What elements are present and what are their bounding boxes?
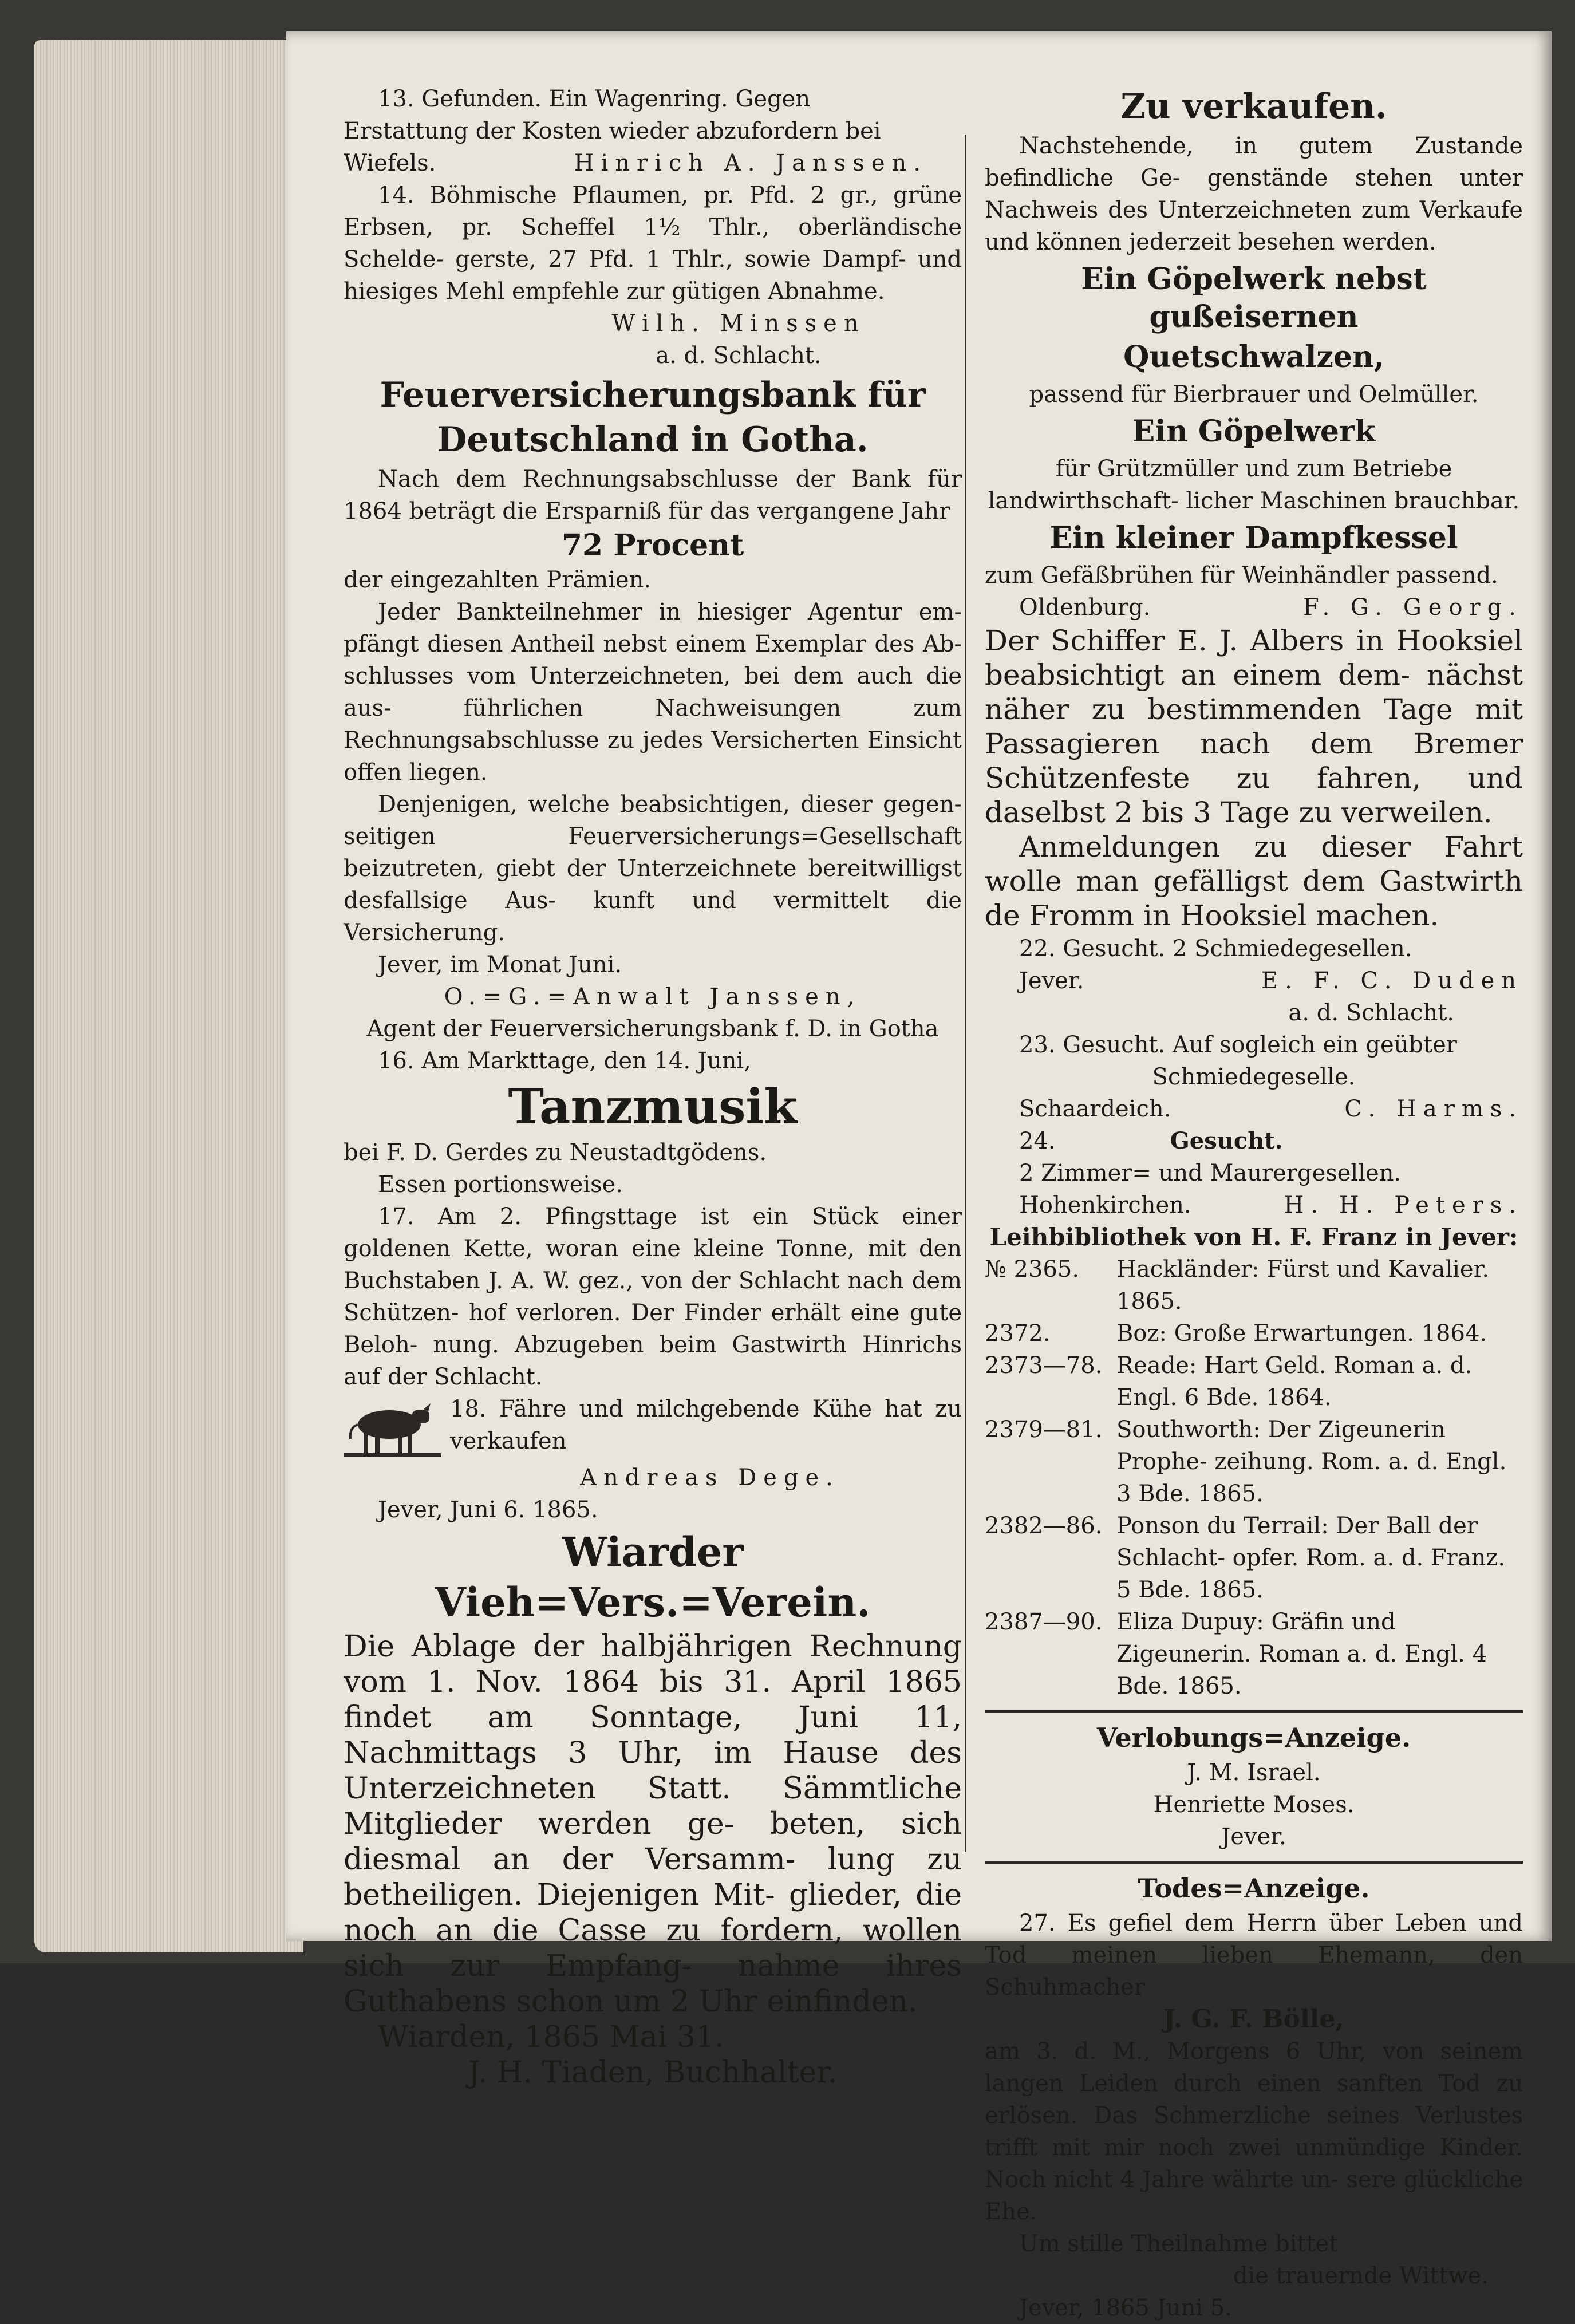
right-column: [985, 83, 1523, 2321]
ad-24-sign-row: [985, 1189, 1523, 1221]
ad-23-line1: 23. Gesucht. Auf sogleich ein geübter: [1019, 1032, 1457, 1058]
ad-13-signer: Hinrich A. Janssen.: [574, 150, 927, 176]
ad-16-line1: 16. Am Markttage, den 14. Juni,: [378, 1048, 751, 1074]
ad-20-title: Zu verkaufen.: [1120, 86, 1387, 127]
death-name: J. G. F. Bölle,: [1163, 2005, 1344, 2034]
ad-20-place: Oldenburg.: [1019, 594, 1151, 621]
death-text2: am 3. d. M., Morgens 6 Uhr, von seinem langen Leiden durch einen sanften Tod zu erlösen. Das Schmerzliche seines Verlustes trifft mit mir noch zwei unmündige Kinder. Noch nicht 4 Jahre währte un- sere glückliche Ehe.: [985, 2038, 1523, 2225]
engagement-place: Jever.: [1221, 1824, 1286, 1850]
ad-15-percent: 72 Procent: [561, 528, 744, 563]
ad-20-signer: F. G. Georg.: [1302, 594, 1523, 621]
ad-21: [985, 624, 1523, 933]
cow-icon: [344, 1393, 441, 1462]
column-divider: [965, 135, 966, 1852]
library-row: [985, 1414, 1523, 1510]
ad-19-title1: Wiarder: [562, 1528, 744, 1576]
ad-17-text: 17. Am 2. Pfingsttage ist ein Stück einer goldenen Kette, woran eine kleine Tonne, mit den Buchstaben J. A. W. gez., von der Schlacht nach dem Schützen- hof verloren. Der Finder erhält eine gute Beloh- nung. Abzugeben beim Gastwirth Hinrichs auf der Schlacht.: [344, 1204, 962, 1390]
ad-23: [985, 1029, 1523, 1125]
ad-15-signer: O.=G.=Anwalt Janssen,: [444, 984, 862, 1010]
section-rule: [985, 1861, 1523, 1864]
section-rule: [985, 1710, 1523, 1713]
library-row: [985, 1350, 1523, 1414]
ad-14-text: 14. Böhmische Pflaumen, pr. Pfd. 2 gr., grüne Erbsen, pr. Scheffel 1½ Thlr., oberländische Schelde- gerste, 27 Pfd. 1 Thlr., sowie Dampf- und hiesiges Mehl empfehle zur gütigen Abnahme.: [344, 182, 962, 305]
library-row-text: Hackländer: Fürst und Kavalier. 1865.: [1116, 1256, 1490, 1315]
library-row-text: Ponson du Terrail: Der Ball der Schlacht- opfer. Rom. a. d. Franz. 5 Bde. 1865.: [1116, 1513, 1506, 1603]
page-edges: [34, 40, 303, 1952]
ad-14-signer-sub: a. d. Schlacht.: [656, 342, 822, 369]
library-row: [985, 1606, 1523, 1702]
ad-16-line2: bei F. D. Gerdes zu Neustadtgödens.: [344, 1139, 767, 1166]
library-title: Leihbibliothek von H. F. Franz in Jever:: [989, 1223, 1518, 1251]
ad-19-body-wrap: [344, 1629, 962, 2090]
ad-13-line2: Erstattung der Kosten wieder abzufordern bei: [344, 118, 881, 144]
ad-15-para2: Denjenigen, welche beabsichtigen, dieser gegen- seitigen Feuerversicherungs=Gesellschaft beizutreten, giebt der Unterzeichnete bereitwilligst desfallsige Aus- kunft und vermittelt die Versicherung.: [344, 791, 962, 946]
ad-19: [344, 1528, 962, 2090]
ad-17: [344, 1201, 962, 1393]
ad-19-date: Wiarden, 1865 Mai 31.: [378, 2020, 724, 2054]
ad-22-line1: 22. Gesucht. 2 Schmiedegesellen.: [1019, 936, 1412, 962]
death-title: Todes=Anzeige.: [1138, 1873, 1370, 1904]
ad-15-after-percent: der eingezahlten Prämien.: [344, 567, 652, 593]
ad-16-title: Tanzmusik: [508, 1078, 798, 1135]
library-row-num: № 2365.: [985, 1256, 1080, 1283]
ad-14: [344, 179, 962, 372]
death-date: Jever, 1865 Juni 5.: [1019, 2295, 1232, 2321]
ad-18: [344, 1393, 962, 1526]
library-row-num: 2373—78.: [985, 1352, 1103, 1379]
ad-19-body: Die Ablage der halbjährigen Rechnung vom 1. Nov. 1864 bis 31. April 1865 findet am Sonntage, Juni 11, Nachmittags 3 Uhr, im Hause des Unterzeichneten Statt. Sämmtliche Mitglieder werden ge- beten, sich diesmal an der Versamm- lung zu betheiligen. Diejenigen Mit- glieder, die noch an die Casse zu fordern, wollen sich zur Empfang- nahme ihres Guthabens schon um 2 Uhr einfinden.: [344, 1629, 962, 2019]
ad-22-place: Jever.: [1019, 968, 1084, 994]
ad-16: [344, 1045, 962, 1201]
engagement-title: Verlobungs=Anzeige.: [1096, 1722, 1411, 1753]
left-column: [344, 83, 962, 2090]
ad-13: [344, 83, 962, 179]
ad-24-number: 24.: [1019, 1128, 1056, 1154]
ad-22-signer-sub: a. d. Schlacht.: [1288, 1000, 1454, 1026]
ad-19-signer: J. H. Tiaden, Buchhalter.: [468, 2055, 837, 2090]
ad-13-place: Wiefels.: [344, 150, 436, 176]
ad-23-signer: C. Harms.: [1344, 1096, 1523, 1122]
newspaper-page: [286, 31, 1552, 2321]
ad-13-line1: 13. Gefunden. Ein Wagenring. Gegen: [378, 86, 811, 112]
ad-20-intro: Nachstehende, in gutem Zustande befindliche Ge- genstände stehen unter Nachweis des Unterzeichneten zum Verkaufe und können jederzeit besehen werden.: [985, 133, 1523, 255]
engagement-notice: [985, 1721, 1523, 1853]
library-row: [985, 1317, 1523, 1350]
ad-13-sign-row: [344, 147, 962, 179]
library-row: [985, 1510, 1523, 1606]
death-text1: 27. Es gefiel dem Herrn über Leben und Tod meinen lieben Ehemann, den Schuhmacher: [985, 1910, 1523, 2001]
library-row-text: Eliza Dupuy: Gräfin und Zigeunerin. Roman a. d. Engl. 4 Bde. 1865.: [1116, 1609, 1487, 1699]
ad-21-body2: Anmeldungen zu dieser Fahrt wolle man gefälligst dem Gastwirth de Fromm in Hooksiel machen.: [985, 830, 1523, 932]
library-row-text: Southworth: Der Zigeunerin Prophe- zeihung. Rom. a. d. Engl. 3 Bde. 1865.: [1116, 1417, 1507, 1507]
library-row-text: Boz: Große Erwartungen. 1864.: [1116, 1320, 1487, 1347]
ad-15-date: Jever, im Monat Juni.: [378, 952, 622, 978]
ad-23-line2: Schmiedegeselle.: [1152, 1064, 1356, 1090]
death-notice: [985, 1872, 1523, 2324]
library-row: [985, 1253, 1523, 1317]
library-row-num: 2382—86.: [985, 1513, 1103, 1539]
death-signer: die trauernde Wittwe.: [1233, 2263, 1489, 2289]
ad-24-place: Hohenkirchen.: [1019, 1192, 1191, 1218]
ad-20-item3-title: Ein kleiner Dampfkessel: [1049, 520, 1458, 555]
library-row-num: 2387—90.: [985, 1609, 1103, 1635]
death-request: Um stille Theilnahme bittet: [1019, 2231, 1339, 2257]
library-row-text: Reade: Hart Geld. Roman a. d. Engl. 6 Bde. 1864.: [1116, 1352, 1473, 1411]
engagement-name2: Henriette Moses.: [1153, 1792, 1355, 1818]
ad-18-row: [344, 1393, 962, 1462]
ad-18-signer: Andreas Dege.: [580, 1465, 840, 1491]
ad-15-title1: Feuerversicherungsbank für: [380, 375, 926, 415]
engagement-name1: J. M. Israel.: [1187, 1759, 1321, 1786]
library-list: [985, 1221, 1523, 1702]
ad-23-place: Schaardeich.: [1019, 1096, 1171, 1122]
ad-15-para1: Jeder Bankteilnehmer in hiesiger Agentur em- pfängt diesen Antheil nebst einem Exemplar des Ab- schlusses vom Unterzeichneten, bei dem auch die aus- führlichen Nachweisungen zum Rechnungsabschlusse zu jedes Versicherten Einsicht offen liegen.: [344, 599, 962, 786]
ad-22-signer: E. F. C. Duden: [1261, 968, 1523, 994]
ad-22-sign-row: [985, 965, 1523, 997]
ad-20-sign-row: [985, 591, 1523, 624]
ad-24-line1: 2 Zimmer= und Maurergesellen.: [1019, 1160, 1402, 1186]
ad-14-signer: Wilh. Minssen: [611, 310, 866, 337]
ad-16-line3: Essen portionsweise.: [378, 1171, 623, 1198]
ad-24-title: Gesucht.: [1170, 1127, 1283, 1154]
ad-15: [344, 374, 962, 1045]
ad-15-title2: Deutschland in Gotha.: [437, 420, 869, 460]
library-row-num: 2372.: [985, 1320, 1051, 1347]
ad-20: [985, 85, 1523, 624]
ad-15-intro: Nach dem Rechnungsabschlusse der Bank für 1864 beträgt die Ersparniß für das vergangene Jahr: [344, 466, 962, 524]
library-row-num: 2379—81.: [985, 1417, 1103, 1443]
ad-22: [985, 933, 1523, 1029]
ad-20-item1-desc: passend für Bierbrauer und Oelmüller.: [1029, 381, 1479, 408]
ad-20-item1-title2: Quetschwalzen,: [1123, 340, 1384, 374]
ad-24-signer: H. H. Peters.: [1284, 1192, 1523, 1218]
ad-20-item2-desc: für Grützmüller und zum Betriebe landwirthschaft- licher Maschinen brauchbar.: [988, 456, 1520, 514]
ad-23-sign-row: [985, 1093, 1523, 1125]
ad-19-title2: Vieh=Vers.=Verein.: [435, 1579, 871, 1626]
ad-24: [985, 1125, 1523, 1221]
ad-15-signer-sub: Agent der Feuerversicherungsbank f. D. in Gotha: [366, 1016, 939, 1042]
ad-20-item3-desc: zum Gefäßbrühen für Weinhändler passend.: [985, 562, 1498, 589]
ad-20-item2-title: Ein Göpelwerk: [1132, 414, 1376, 449]
ad-18-date: Jever, Juni 6. 1865.: [378, 1497, 598, 1523]
ad-24-head-row: [985, 1125, 1523, 1157]
ad-20-item1-title1: Ein Göpelwerk nebst gußeisernen: [1081, 262, 1427, 334]
ad-18-text: 18. Fähre und milchgebende Kühe hat zu verkaufen: [450, 1396, 962, 1454]
ad-21-body: Der Schiffer E. J. Albers in Hooksiel beabsichtigt an einem dem- nächst näher zu bestimmenden Tage mit Passagieren nach dem Bremer Schützenfeste zu fahren, und daselbst 2 bis 3 Tage zu verweilen.: [985, 624, 1523, 829]
ad-21-wrap: [985, 624, 1523, 933]
